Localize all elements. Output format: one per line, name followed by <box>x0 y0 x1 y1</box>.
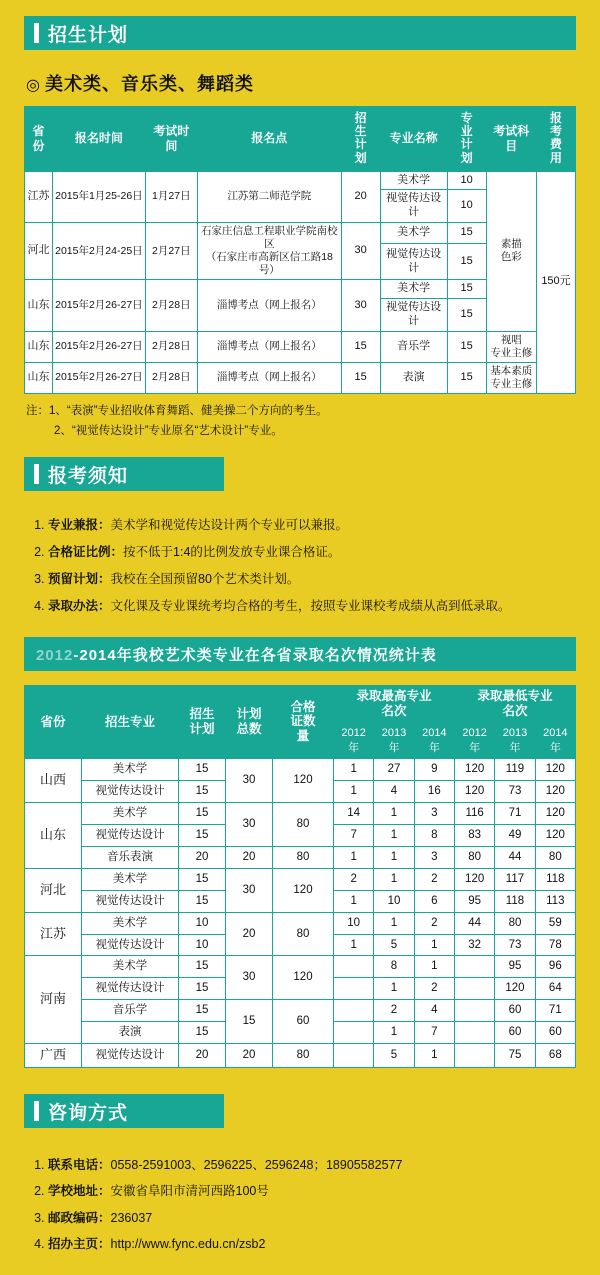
cell-major: 美术学 <box>380 171 447 190</box>
table-row <box>25 171 576 190</box>
cell-plan: 20 <box>179 1044 226 1068</box>
table-row <box>25 1000 576 1022</box>
cell-major: 视觉传达设计 <box>82 978 179 1000</box>
cell-major: 视觉传达设计 <box>82 934 179 956</box>
cell-total: 30 <box>226 802 273 846</box>
cell-low-2014: 113 <box>535 890 575 912</box>
cell-major: 美术学 <box>82 956 179 978</box>
cell-cert: 120 <box>273 868 334 912</box>
table-row <box>25 912 576 934</box>
cell-high-2012: 10 <box>334 912 374 934</box>
cell-low-2013: 73 <box>495 934 535 956</box>
cell-low-2013: 73 <box>495 780 535 802</box>
cell-low-2014: 71 <box>535 1000 575 1022</box>
cell-low-2013: 60 <box>495 1000 535 1022</box>
cell-plan: 15 <box>179 802 226 824</box>
contact-label: 学校地址： <box>48 1184 111 1199</box>
th-province: 省份 <box>25 686 82 759</box>
notice-text: 文化课及专业课统考均合格的考生，按照专业课校考成绩从高到低录取。 <box>110 599 511 614</box>
cell-plan: 15 <box>179 759 226 781</box>
cell-low-2014: 60 <box>535 1022 575 1044</box>
cell-major-plan: 10 <box>447 190 486 223</box>
cell-plan: 10 <box>179 934 226 956</box>
table-row <box>25 1044 576 1068</box>
cell-high-2013: 4 <box>374 780 414 802</box>
th-major: 招生专业 <box>82 686 179 759</box>
bullet-circle-icon: ◎ <box>26 77 41 94</box>
tick-mark-icon <box>34 23 39 43</box>
cell-major-plan: 10 <box>447 171 486 190</box>
cell-high-2014: 1 <box>414 1044 454 1068</box>
cell-high-2013: 27 <box>374 759 414 781</box>
cell-low-2014: 78 <box>535 934 575 956</box>
cell-low-2012: 80 <box>454 846 494 868</box>
contact-ordered-list <box>30 1152 570 1257</box>
cell-high-2013: 5 <box>374 1044 414 1068</box>
cell-low-2014: 120 <box>535 759 575 781</box>
cell-province: 江苏 <box>25 171 53 222</box>
cell-high-2012: 1 <box>334 846 374 868</box>
cell-low-2014: 68 <box>535 1044 575 1068</box>
plan-table-head <box>25 107 576 172</box>
list-item <box>48 1231 570 1257</box>
cell-major: 视觉传达设计 <box>380 190 447 223</box>
cell-high-2013: 5 <box>374 934 414 956</box>
contact-label: 邮政编码： <box>48 1210 111 1225</box>
th-fee: 报考费用 <box>537 107 576 172</box>
cell-low-2012: 32 <box>454 934 494 956</box>
contact-value: 0558-2591003、2596225、2596248；18905582577 <box>110 1158 403 1173</box>
cell-low-2014: 64 <box>535 978 575 1000</box>
cell-high-2012 <box>334 978 374 1000</box>
cell-high-2014: 2 <box>414 868 454 890</box>
stat-table-head <box>25 686 576 759</box>
cell-low-2013: 44 <box>495 846 535 868</box>
table-row <box>25 331 576 362</box>
cell-site: 淄博考点（网上报名） <box>197 362 341 393</box>
cell-major-plan: 15 <box>447 299 486 332</box>
cell-major: 音乐学 <box>82 1000 179 1022</box>
notice-text: 按不低于1:4的比例发放专业课合格证。 <box>123 545 341 560</box>
contact-label: 联系电话： <box>48 1158 111 1173</box>
plan-section-header-wrap <box>0 0 600 64</box>
cell-high-2013: 1 <box>374 978 414 1000</box>
cell-plan: 15 <box>179 1022 226 1044</box>
stat-title-rest: -2014年我校艺术类专业在各省录取名次情况统计表 <box>73 646 437 664</box>
cell-cert: 80 <box>273 912 334 956</box>
cell-major: 视觉传达设计 <box>82 824 179 846</box>
cell-total: 20 <box>226 912 273 956</box>
list-item <box>48 567 570 592</box>
cell-high-2012: 2 <box>334 868 374 890</box>
cell-high-2013: 1 <box>374 802 414 824</box>
cell-high-2012 <box>334 1022 374 1044</box>
cell-high-2012: 7 <box>334 824 374 846</box>
cell-high-2013: 1 <box>374 912 414 934</box>
th-year: 2013年 <box>495 723 535 759</box>
note-line: 2、“视觉传达设计”专业原名“艺术设计”专业。 <box>54 424 283 437</box>
cell-subject: 视唱 专业主修 <box>486 331 536 362</box>
notice-section-title: 报考须知 <box>48 465 129 487</box>
notice-section-header <box>24 457 224 491</box>
cell-high-2012: 1 <box>334 934 374 956</box>
th-major-name: 专业名称 <box>380 107 447 172</box>
cell-cert: 80 <box>273 1044 334 1068</box>
list-item <box>48 1178 570 1204</box>
list-item <box>48 1152 570 1178</box>
cell-province: 江苏 <box>25 912 82 956</box>
cell-low-2012: 116 <box>454 802 494 824</box>
cell-province: 山东 <box>25 280 53 331</box>
cell-low-2014: 80 <box>535 846 575 868</box>
list-item <box>48 540 570 565</box>
cell-low-2013: 117 <box>495 868 535 890</box>
cell-plan: 15 <box>179 1000 226 1022</box>
th-plan: 招生计划 <box>179 686 226 759</box>
cell-exam-time: 1月27日 <box>145 171 197 222</box>
list-item <box>48 513 570 538</box>
cell-plan: 15 <box>179 824 226 846</box>
cell-major: 视觉传达设计 <box>380 299 447 332</box>
cell-province: 河北 <box>25 222 53 280</box>
cell-cert: 120 <box>273 956 334 1000</box>
tick-mark-icon <box>34 1101 39 1121</box>
cell-high-2013: 1 <box>374 868 414 890</box>
notice-label: 录取办法： <box>48 599 111 614</box>
cell-high-2014: 2 <box>414 912 454 934</box>
cell-province: 河北 <box>25 868 82 912</box>
cell-exam-time: 2月28日 <box>145 362 197 393</box>
cell-high-2012: 1 <box>334 890 374 912</box>
list-item <box>48 1205 570 1231</box>
cell-high-2014: 9 <box>414 759 454 781</box>
cell-low-2014: 96 <box>535 956 575 978</box>
cell-signup-time: 2015年1月25-26日 <box>53 171 146 222</box>
plan-table-body <box>25 171 576 394</box>
plan-subtitle <box>26 70 600 96</box>
cell-high-2013: 10 <box>374 890 414 912</box>
cell-major: 视觉传达设计 <box>82 890 179 912</box>
cell-high-2013: 1 <box>374 1022 414 1044</box>
cell-low-2014: 118 <box>535 868 575 890</box>
cell-cert: 80 <box>273 802 334 846</box>
cell-plan: 20 <box>341 171 380 222</box>
cell-high-2012 <box>334 1044 374 1068</box>
notice-list <box>30 513 570 619</box>
notice-label: 专业兼报： <box>48 518 111 533</box>
tick-mark-icon <box>34 464 39 484</box>
cell-high-2013: 1 <box>374 846 414 868</box>
cell-high-2014: 1 <box>414 956 454 978</box>
notice-section-header-wrap <box>0 441 600 505</box>
cell-high-2013: 1 <box>374 824 414 846</box>
th-plan: 招生计划 <box>341 107 380 172</box>
cell-major: 美术学 <box>82 912 179 934</box>
cell-low-2012: 44 <box>454 912 494 934</box>
cell-low-2014: 120 <box>535 780 575 802</box>
cell-site: 淄博考点（网上报名） <box>197 331 341 362</box>
table-row <box>25 802 576 824</box>
cell-major: 表演 <box>380 362 447 393</box>
cell-high-2014: 7 <box>414 1022 454 1044</box>
cell-province: 广西 <box>25 1044 82 1068</box>
cell-low-2014: 120 <box>535 824 575 846</box>
cell-major: 音乐学 <box>380 331 447 362</box>
cell-high-2014: 3 <box>414 802 454 824</box>
cell-major: 视觉传达设计 <box>82 780 179 802</box>
cell-cert: 120 <box>273 759 334 803</box>
cell-plan: 15 <box>341 362 380 393</box>
notice-ordered-list <box>30 513 570 619</box>
cell-major: 美术学 <box>82 802 179 824</box>
cell-high-2012: 1 <box>334 780 374 802</box>
th-highest-rank: 录取最高专业名次 <box>334 686 455 723</box>
stat-table <box>24 685 576 1068</box>
cell-plan: 15 <box>179 956 226 978</box>
cell-low-2012 <box>454 956 494 978</box>
th-major-plan: 专业计划 <box>447 107 486 172</box>
cell-high-2013: 8 <box>374 956 414 978</box>
cell-low-2012: 120 <box>454 759 494 781</box>
cell-high-2014: 4 <box>414 1000 454 1022</box>
cell-plan: 15 <box>179 868 226 890</box>
cell-signup-time: 2015年2月26-27日 <box>53 331 146 362</box>
cell-major-plan: 15 <box>447 243 486 279</box>
cell-high-2012: 1 <box>334 759 374 781</box>
cell-total: 30 <box>226 956 273 1000</box>
contact-section-title: 咨询方式 <box>48 1102 129 1124</box>
stat-title-year: 2012 <box>36 646 74 664</box>
cell-low-2013: 119 <box>495 759 535 781</box>
cell-low-2012: 120 <box>454 780 494 802</box>
table-row <box>25 362 576 393</box>
cell-high-2014: 16 <box>414 780 454 802</box>
th-signup-time: 报名时间 <box>53 107 146 172</box>
cell-plan: 15 <box>341 331 380 362</box>
contact-label: 招办主页： <box>48 1236 111 1251</box>
cell-signup-time: 2015年2月24-25日 <box>53 222 146 280</box>
list-item <box>48 594 570 619</box>
cell-low-2012: 120 <box>454 868 494 890</box>
cell-low-2014: 120 <box>535 802 575 824</box>
cell-site: 淄博考点（网上报名） <box>197 280 341 331</box>
th-lowest-rank: 录取最低专业名次 <box>454 686 575 723</box>
plan-section-header <box>24 16 576 50</box>
contact-section-header-wrap <box>0 1068 600 1142</box>
table-row <box>25 956 576 978</box>
cell-major: 美术学 <box>380 280 447 299</box>
cell-low-2013: 75 <box>495 1044 535 1068</box>
th-total: 计划总数 <box>226 686 273 759</box>
th-site: 报名点 <box>197 107 341 172</box>
th-year: 2012年 <box>334 723 374 759</box>
cell-plan: 10 <box>179 912 226 934</box>
cell-total: 30 <box>226 759 273 803</box>
plan-subtitle-text: 美术类、音乐类、舞蹈类 <box>44 74 254 94</box>
cell-major: 视觉传达设计 <box>82 1044 179 1068</box>
cell-site: 石家庄信息工程职业学院南校区 （石家庄市高新区信工路18号） <box>197 222 341 280</box>
cell-exam-time: 2月27日 <box>145 222 197 280</box>
cell-low-2013: 80 <box>495 912 535 934</box>
cell-low-2013: 49 <box>495 824 535 846</box>
stat-section-header-wrap <box>0 621 600 685</box>
cell-low-2013: 120 <box>495 978 535 1000</box>
cell-plan: 15 <box>179 978 226 1000</box>
note-line: 注：1、“表演”专业招收体育舞蹈、健美操二个方向的考生。 <box>26 405 328 418</box>
cell-total: 20 <box>226 846 273 868</box>
cell-province: 山东 <box>25 362 53 393</box>
cell-cert: 60 <box>273 1000 334 1044</box>
table-row <box>25 759 576 781</box>
cell-low-2013: 71 <box>495 802 535 824</box>
cell-exam-time: 2月28日 <box>145 331 197 362</box>
cell-high-2013: 2 <box>374 1000 414 1022</box>
th-province: 省份 <box>25 107 53 172</box>
contact-value: 安徽省阜阳市清河西路100号 <box>110 1184 269 1199</box>
cell-low-2012 <box>454 1044 494 1068</box>
cell-plan: 15 <box>179 780 226 802</box>
cell-major: 美术学 <box>82 759 179 781</box>
cell-plan: 20 <box>179 846 226 868</box>
notice-label: 预留计划： <box>48 572 111 587</box>
notice-text: 我校在全国预留80个艺术类计划。 <box>110 572 300 587</box>
th-subject: 考试科目 <box>486 107 536 172</box>
stat-section-header <box>24 637 576 671</box>
contact-list <box>30 1152 570 1257</box>
th-year: 2014年 <box>414 723 454 759</box>
cell-low-2012 <box>454 1022 494 1044</box>
plan-notes <box>26 402 574 441</box>
notice-text: 美术学和视觉传达设计两个专业可以兼报。 <box>110 518 349 533</box>
plan-section-title: 招生计划 <box>48 24 129 46</box>
cell-province: 山西 <box>25 759 82 803</box>
contact-url[interactable]: http://www.fync.edu.cn/zsb2 <box>110 1236 266 1251</box>
cell-major: 视觉传达设计 <box>380 243 447 279</box>
notice-label: 合格证比例： <box>48 545 124 560</box>
cell-high-2014: 1 <box>414 934 454 956</box>
cell-cert: 80 <box>273 846 334 868</box>
cell-exam-time: 2月28日 <box>145 280 197 331</box>
cell-plan: 15 <box>179 890 226 912</box>
cell-low-2012 <box>454 1000 494 1022</box>
cell-high-2014: 8 <box>414 824 454 846</box>
cell-high-2012 <box>334 956 374 978</box>
th-cert: 合格证数量 <box>273 686 334 759</box>
cell-high-2014: 6 <box>414 890 454 912</box>
plan-table <box>24 106 576 394</box>
th-exam-time: 考试时间 <box>145 107 197 172</box>
cell-major-plan: 15 <box>447 362 486 393</box>
cell-subject: 基本素质 专业主修 <box>486 362 536 393</box>
th-year: 2012年 <box>454 723 494 759</box>
cell-province: 山东 <box>25 802 82 868</box>
cell-low-2012: 95 <box>454 890 494 912</box>
table-row <box>25 846 576 868</box>
table-header-row <box>25 686 576 723</box>
table-row <box>25 868 576 890</box>
cell-major: 美术学 <box>380 222 447 243</box>
cell-province: 河南 <box>25 956 82 1044</box>
cell-major-plan: 15 <box>447 222 486 243</box>
cell-low-2012 <box>454 978 494 1000</box>
cell-site: 江苏第二师范学院 <box>197 171 341 222</box>
cell-major: 美术学 <box>82 868 179 890</box>
cell-major: 音乐表演 <box>82 846 179 868</box>
cell-signup-time: 2015年2月26-27日 <box>53 280 146 331</box>
cell-high-2012 <box>334 1000 374 1022</box>
cell-plan: 30 <box>341 280 380 331</box>
cell-province: 山东 <box>25 331 53 362</box>
th-year: 2013年 <box>374 723 414 759</box>
cell-low-2013: 118 <box>495 890 535 912</box>
th-year: 2014年 <box>535 723 575 759</box>
cell-low-2012: 83 <box>454 824 494 846</box>
cell-total: 20 <box>226 1044 273 1068</box>
cell-signup-time: 2015年2月26-27日 <box>53 362 146 393</box>
cell-major: 表演 <box>82 1022 179 1044</box>
cell-major-plan: 15 <box>447 280 486 299</box>
contact-section-header <box>24 1094 224 1128</box>
cell-total: 15 <box>226 1000 273 1044</box>
cell-fee: 150元 <box>537 171 576 394</box>
cell-high-2014: 2 <box>414 978 454 1000</box>
cell-low-2014: 59 <box>535 912 575 934</box>
cell-high-2014: 3 <box>414 846 454 868</box>
cell-subject-art: 素描 色彩 <box>486 171 536 331</box>
table-header-row <box>25 107 576 172</box>
stat-table-body <box>25 759 576 1068</box>
cell-low-2013: 95 <box>495 956 535 978</box>
stat-section-title <box>36 644 437 665</box>
cell-major-plan: 15 <box>447 331 486 362</box>
cell-plan: 30 <box>341 222 380 280</box>
cell-high-2012: 14 <box>334 802 374 824</box>
contact-value: 236037 <box>110 1210 153 1225</box>
cell-total: 30 <box>226 868 273 912</box>
cell-low-2013: 60 <box>495 1022 535 1044</box>
